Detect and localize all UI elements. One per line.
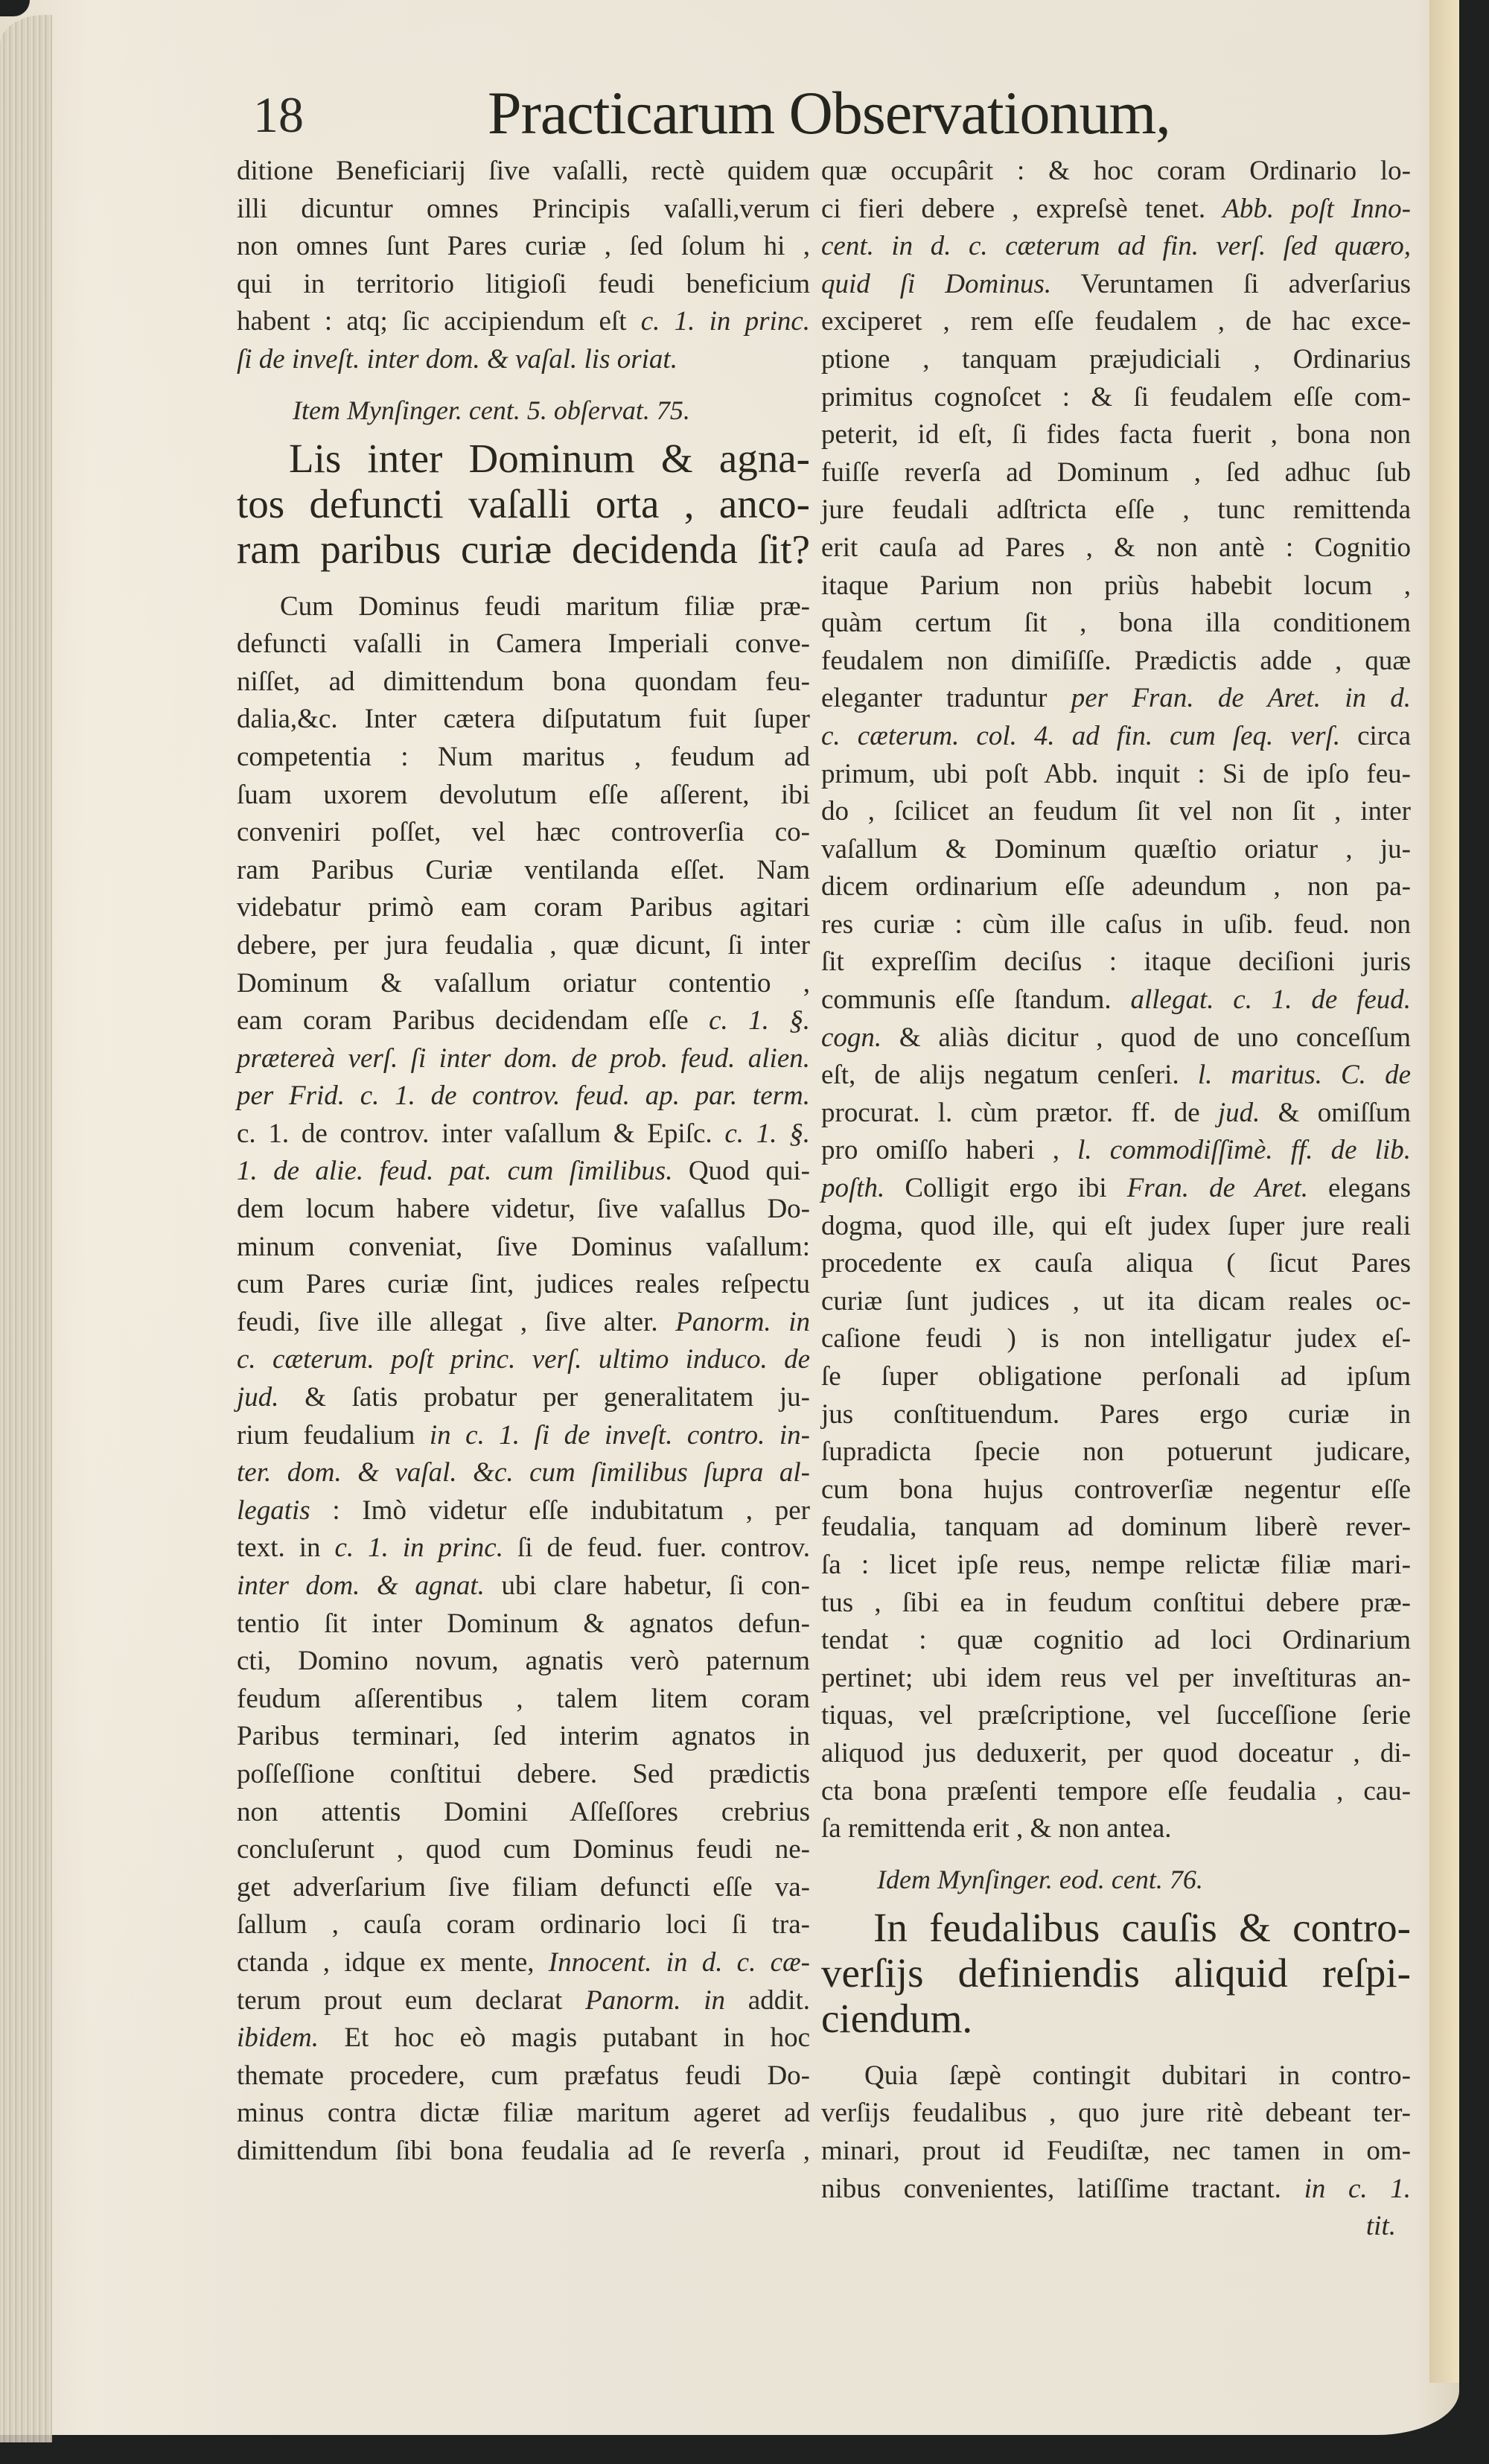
spacer (237, 572, 810, 588)
text-line: ci fieri debere , expreſsè tenet. Abb. poſt Inno- (821, 193, 1411, 224)
text-line: dogma, quod ille, qui eſt judex ſuper jure reali (821, 1210, 1411, 1241)
text-line: poſth. Colligit ergo ibi Fran. de Aret. elegans (821, 1173, 1412, 1204)
section-heading-line: verſijs definiendis aliquid reſpi- (821, 1949, 1411, 1996)
text-line: c. cæterum. col. 4. ad fin. cum ſeq. verſ. circa (821, 720, 1411, 751)
text-line: debere, per jura feudalia , quæ dicunt, ſi inter (237, 929, 810, 961)
text-line: Dominum & vaſallum oriatur contentio , (237, 967, 810, 999)
text-line: eleganter traduntur per Fran. de Aret. in d. (821, 683, 1412, 714)
text-line: inter dom. & agnat. ubi clare habetur, ſi con- (237, 1570, 810, 1601)
text-line: tiquas, vel præſcriptione, vel ſucceſſione ſerie (821, 1700, 1411, 1731)
text-line: prætereà verſ. ſi inter dom. de prob. feud. alien. (237, 1042, 810, 1074)
text-line: text. in c. 1. in princ. ſi de feud. fuer. controv. (237, 1532, 811, 1564)
text-line: quid ſi Dominus. Veruntamen ſi adverſarius (821, 268, 1411, 299)
text-line: primum, ubi poſt Abb. inquit : Si de ipſo feu- (821, 758, 1411, 789)
page-stack-edge (0, 15, 52, 2442)
text-line: ſi de inveſt. inter dom. & vaſal. lis oriat. (237, 343, 677, 375)
text-line: erit cauſa ad Pares , & non antè : Cognitio (821, 532, 1411, 563)
citation: Item Mynſinger. cent. 5. obſervat. 75. (293, 395, 690, 425)
text-line: cum bona hujus controverſiæ negentur eſſe (821, 1474, 1411, 1505)
text-line: cti, Domino novum, agnatis verò paternum (237, 1646, 810, 1677)
page-header (253, 78, 1385, 145)
text-line: dem locum habere videtur, ſive vaſallus Do- (237, 1194, 810, 1225)
text-line: caſione feudi ) is non intelligatur judex eſ- (821, 1323, 1411, 1354)
text-line: habent : atq; ſic accipiendum eſt c. 1. in princ. (237, 306, 810, 337)
text-line: ſuam uxorem devolutum eſſe aſſerent, ibi (237, 779, 810, 810)
text-line: tus , ſibi ea in feudum conſtitui debere præ- (821, 1587, 1411, 1618)
text-line: feudum aſſerentibus , talem litem coram (237, 1683, 810, 1714)
text-line: feudalia, tanquam ad dominum liberè rever- (821, 1512, 1411, 1543)
text-line: defuncti vaſalli in Camera Imperiali conve- (237, 628, 810, 660)
text-line: poſſeſſione conſtitui debere. Sed prædictis (237, 1758, 810, 1789)
background-corner (0, 0, 30, 16)
spacer (821, 2041, 1411, 2057)
running-title: Practicarum Observationum, (488, 79, 1170, 147)
text-line: qui in territorio litigioſi feudi beneficium (237, 268, 810, 299)
text-line: tendat : quæ cognitio ad loci Ordinarium (821, 1625, 1411, 1656)
text-line: ſupradicta ſpecie non potuerunt judicare, (821, 1436, 1411, 1468)
text-line: conveniri poſſet, vel hæc controverſia co- (237, 817, 810, 848)
text-line: primitus cognoſcet : & ſi feudalem eſſe com- (821, 381, 1411, 413)
text-line: c. 1. de controv. inter vaſallum & Epiſc. c. 1. §. (237, 1118, 810, 1149)
text-line: res curiæ : cùm ille caſus in uſib. feud. non (821, 908, 1411, 940)
text-line: non attentis Domini Aſſeſſores crebrius (237, 1796, 810, 1827)
text-line: ptione , tanquam præjudiciali , Ordinarius (821, 343, 1411, 375)
text-line: jus conſtituendum. Pares ergo curiæ in (821, 1398, 1411, 1430)
text-line: cta bona præſenti tempore eſſe feudalia , cau- (821, 1775, 1411, 1806)
text-line: procedente ex cauſa aliqua ( ſicut Pares (821, 1248, 1411, 1279)
text-line: itaque Parium non priùs habebit locum , (821, 570, 1411, 601)
text-line: legatis : Imò videtur eſſe indubitatum , per (237, 1494, 810, 1526)
text-line: quàm certum ſit , bona illa conditionem (821, 608, 1411, 639)
text-line: exciperet , rem eſſe feudalem , de hac exce- (821, 306, 1411, 337)
citation: Idem Mynſinger. eod. cent. 76. (877, 1864, 1203, 1894)
text-line: verſijs feudalibus , quo jure ritè debeant ter- (821, 2098, 1411, 2129)
text-line: minum conveniat, ſive Dominus vaſallum: (237, 1231, 810, 1262)
text-line: dimittendum ſibi bona feudalia ad ſe reverſa , (237, 2135, 810, 2166)
text-line: cum Pares curiæ ſint, judices reales reſpectu (237, 1269, 810, 1300)
text-line: jud. & ſatis probatur per generalitatem ju- (237, 1382, 810, 1413)
text-line: non omnes ſunt Pares curiæ , ſed ſolum hi , (237, 231, 810, 262)
text-line: concluſerunt , quod cum Dominus feudi ne- (237, 1834, 810, 1865)
text-line: ſit expreſſim deciſus : itaque deciſioni juris (821, 946, 1411, 978)
text-line: ſa remittenda erit , & non antea. (821, 1813, 1172, 1844)
text-line: niſſet, ad dimittendum bona quondam feu- (237, 666, 810, 697)
text-line: ter. dom. & vaſal. &c. cum ſimilibus ſupra al- (237, 1457, 810, 1489)
text-line: communis eſſe ſtandum. allegat. c. 1. de feud. (821, 984, 1411, 1016)
text-line: nibus convenientes, latiſſime tractant. in c. 1. (821, 2173, 1412, 2204)
text-line: jure feudali adſtricta eſſe , tunc remittenda (821, 494, 1411, 526)
text-line: procurat. l. cùm prætor. ff. de jud. & omiſſum (821, 1097, 1411, 1128)
text-line: ctanda , idque ex mente, Innocent. in d. c. cæ- (237, 1946, 811, 1978)
text-line: dicem ordinarium eſſe adeundum , non pa- (821, 871, 1411, 902)
text-line: illi dicuntur omnes Principis vaſalli,verum (237, 193, 810, 224)
text-line: ram Paribus Curiæ ventilanda eſſet. Nam (237, 854, 810, 885)
adjacent-page-edge (1429, 0, 1459, 2383)
page-number: 18 (253, 86, 304, 143)
left-column (237, 153, 810, 2171)
section-heading-line: tos defuncti vaſalli orta , anco- (237, 480, 810, 526)
section-heading-line: Lis inter Dominum & agna- (289, 435, 810, 481)
text-line: quæ occupârit : & hoc coram Ordinario lo- (821, 156, 1411, 186)
text-line: themate procedere, cum præfatus feudi Do- (237, 2060, 810, 2091)
text-line: videbatur primò eam coram Paribus agitari (237, 892, 810, 923)
section-heading-line: ram paribus curiæ decidenda ſit? (237, 526, 810, 572)
text-line: ditione Beneficiarij ſive vaſalli, rectè quidem (237, 156, 810, 186)
right-column (821, 153, 1411, 2246)
text-line: Cum Dominus feudi maritum filiæ præ- (280, 590, 810, 622)
text-line: aliquod jus deduxerit, per quod doceatur , di- (821, 1737, 1411, 1769)
text-line: pertinet; ubi idem reus vel per inveſtituras an- (821, 1662, 1411, 1693)
text-line: vaſallum & Dominum quæſtio oriatur , ju- (821, 833, 1411, 865)
text-line: eſt, de alijs negatum cenſeri. l. maritus. C. de (821, 1060, 1411, 1091)
text-line: minus contra dictæ filiæ maritum ageret ad (237, 2098, 810, 2129)
text-line: ſallum , cauſa coram ordinario loci ſi tra- (237, 1909, 810, 1941)
text-line: eam coram Paribus decidendam eſſe c. 1. §. (237, 1005, 810, 1037)
text-line: per Frid. c. 1. de controv. feud. ap. par. term. (237, 1080, 810, 1112)
text-line: feudalem non dimiſiſſe. Prædictis adde , quæ (821, 645, 1411, 676)
text-line: c. cæterum. poſt princ. verſ. ultimo induco. de (237, 1344, 810, 1375)
text-line: competentia : Num maritus , feudum ad (237, 741, 810, 772)
text-line: ſe ſuper obligatione perſonali ad ipſum (821, 1361, 1411, 1392)
text-line: rium feudalium in c. 1. ſi de inveſt. contro. in- (237, 1419, 811, 1451)
text-line: feudi, ſive ille allegat , ſive alter. Panorm. in (237, 1306, 810, 1337)
text-line: do , ſcilicet an feudum ſit vel non ſit , inter (821, 796, 1411, 827)
text-line: Quia ſæpè contingit dubitari in contro- (864, 2060, 1411, 2091)
section-heading-line: ciendum. (821, 1995, 973, 2041)
text-line: fuiſſe reverſa ad Dominum , ſed adhuc ſub (821, 456, 1411, 488)
text-line: peterit, id eſt, ſi fides facta fuerit , bona non (821, 419, 1411, 451)
text-line: Paribus terminari, ſed interim agnatos in (237, 1721, 810, 1752)
text-line: pro omiſſo haberi , l. commodiſſimè. ff. de lib. (821, 1135, 1411, 1166)
text-line: minari, prout id Feudiſtæ, nec tamen in om- (821, 2135, 1411, 2166)
text-line: curiæ ſunt judices , ut ita dicam reales oc- (821, 1285, 1411, 1317)
section-heading-line: In feudalibus cauſis & contro- (873, 1904, 1411, 1950)
text-line: dalia,&c. Inter cætera diſputatum fuit ſuper (237, 704, 810, 735)
text-line: get adverſarium ſive filiam defuncti eſſe va- (237, 1871, 810, 1903)
text-line: cent. in d. c. cæterum ad fin. verſ. ſed quæro, (821, 231, 1411, 262)
text-line: tentio ſit inter Dominum & agnatos defun- (237, 1608, 810, 1639)
catchword: tit. (1365, 2211, 1396, 2242)
text-line: ſa : licet ipſe reus, nempe relictæ filiæ mari- (821, 1549, 1411, 1580)
text-line: cogn. & aliàs dicitur , quod de uno conceſſum (821, 1022, 1411, 1053)
text-line: terum prout eum declarat Panorm. in addit. (237, 1984, 811, 2016)
text-line: ibidem. Et hoc eò magis putabant in hoc (237, 2022, 810, 2054)
text-line: 1. de alie. feud. pat. cum ſimilibus. Quod qui- (237, 1156, 810, 1187)
